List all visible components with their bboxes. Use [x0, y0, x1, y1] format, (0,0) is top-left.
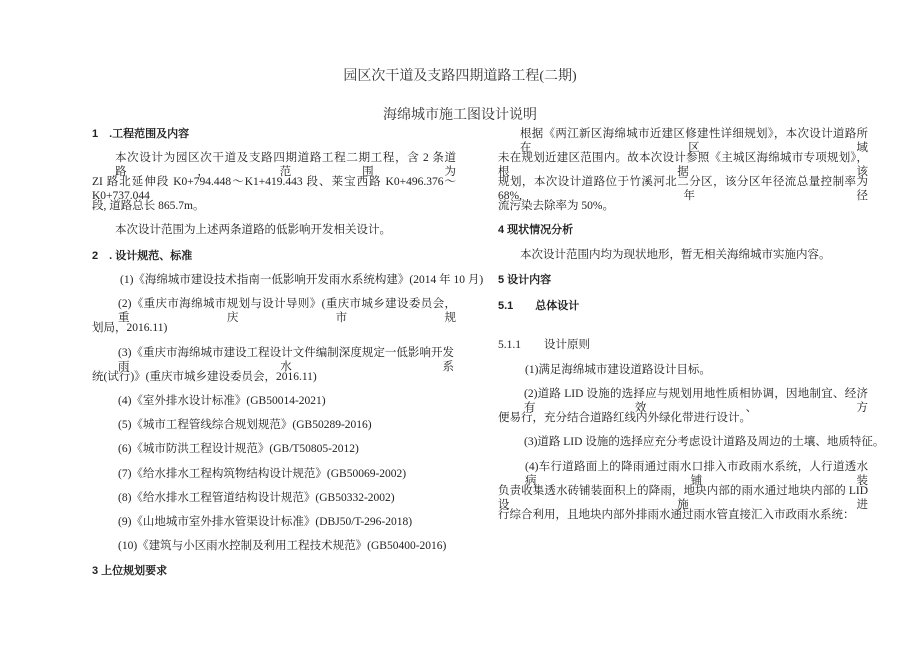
- paragraph-line: 段, 道路总长 865.7m。: [92, 200, 205, 212]
- principle-item-cont: 负责收集透水砖铺装面积上的降雨，地块内部的雨水通过地块内部的 LID 设施进: [498, 485, 868, 511]
- reference-item: (6)《城市防洪工程设计规范》(GB/T50805-2012): [118, 443, 359, 455]
- paragraph-line: 根据《两江新区海绵城市近建区修建性详细规划》，本次设计道路所在区域: [520, 128, 868, 154]
- reference-item-cont: 统(试行)》(重庆市城乡建设委员会，2016.11): [92, 371, 317, 383]
- paragraph-line: ZI 路北延伸段 K0+794.448～K1+419.443 段、莱宝西路 K0+496.376～K0+737.044: [92, 176, 456, 202]
- section-5-heading: 5 设计内容: [498, 274, 552, 286]
- principle-item: (4)车行道路面上的降雨通过雨水口排入市政雨水系统，人行道透水病铺装: [525, 461, 868, 487]
- section-2-heading: 2 . 设计规范、标准: [92, 250, 193, 262]
- reference-item: (2)《重庆市海绵城市规划与设计导则》(重庆市城乡建设委员会，重庆市规: [118, 298, 456, 324]
- section-3-heading: 3 上位规划要求: [92, 565, 168, 577]
- principle-item-cont: 行综合利用，且地块内部外排雨水通过雨水管直接汇入市政雨水系统：: [498, 509, 855, 521]
- section-5-1-heading: 5.1 总体设计: [498, 300, 580, 312]
- reference-item: (9)《山地城市室外排水管渠设计标准》(DBJ50/T-296-2018): [118, 516, 413, 528]
- reference-item: (3)《重庆市海绵城市建设工程设计文件编制深度规定一低影响开发雨水系: [118, 347, 454, 373]
- principle-item: (2)道路 LID 设施的选择应与规划用地性质相协调，因地制宜、经济有效、方: [524, 388, 868, 414]
- principle-item: (1)满足海绵城市建设道路设计目标。: [525, 364, 711, 376]
- paragraph-line: 规划，本次设计道路位于竹溪河北二分区，该分区年径流总量控制率为 68%,年径: [498, 176, 868, 202]
- reference-item: (10)《建筑与小区雨水控制及利用工程技术规范》(GB50400-2016): [118, 540, 447, 552]
- section-1-heading: 1 .工程范围及内容: [92, 128, 190, 140]
- paragraph-line: 流污染去除率为 50%。: [498, 200, 614, 212]
- reference-item: (7)《给水排水工程构筑物结构设计规范》(GB50069-2002): [118, 468, 407, 480]
- section-4-heading: 4 现状情况分析: [498, 224, 574, 236]
- paragraph-line: 未在规划近建区范围内。故本次设计参照《主城区海绵城市专项规划》，根据该: [498, 152, 868, 178]
- reference-item: (5)《城市工程管线综合规划规范》(GB50289-2016): [118, 419, 372, 431]
- paragraph-line: 本次设计为园区次干道及支路四期道路工程二期工程，含 2 条道路，范围为: [115, 152, 456, 178]
- document-subtitle: 海绵城市施工图设计说明: [383, 108, 537, 123]
- principle-item-cont: 便易行，充分结合道路红线内外绿化带进行设计。: [498, 412, 751, 424]
- paragraph: 本次设计范围内均为现状地形，暂无相关海绵城市实施内容。: [520, 249, 831, 261]
- document-title: 园区次干道及支路四期道路工程(二期): [343, 69, 577, 84]
- reference-item: (8)《给水排水工程管道结构设计规范》(GB50332-2002): [118, 492, 395, 504]
- reference-item-cont: 划局，2016.11): [92, 322, 168, 334]
- principle-item: (3)道路 LID 设施的选择应充分考虑设计道路及周边的土壤、地质特征。: [524, 436, 885, 448]
- paragraph: 本次设计范围为上述两条道路的低影响开发相关设计。: [115, 224, 391, 236]
- reference-item: (4)《室外排水设计标准》(GB50014-2021): [118, 395, 326, 407]
- reference-item: (1)《海绵城市建设技术指南一低影响开发雨水系统构建》(2014 年 10 月): [120, 274, 484, 286]
- section-5-1-1-heading: 5.1.1 设计原则: [498, 339, 590, 351]
